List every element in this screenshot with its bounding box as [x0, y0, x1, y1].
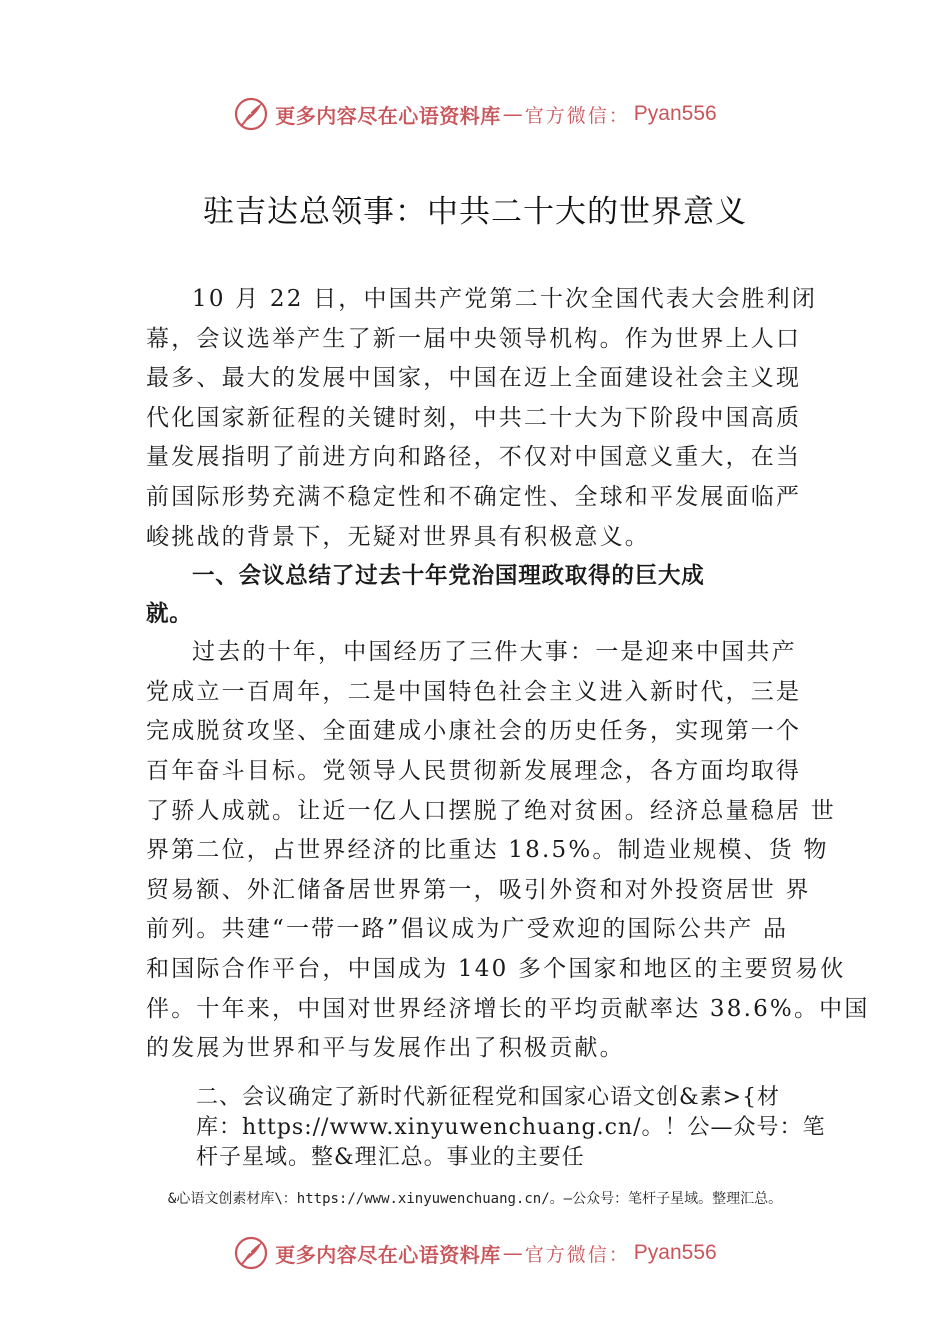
page-title: 驻吉达总领事：中共二十大的世界意义 — [203, 194, 747, 230]
header-watermark — [0, 94, 950, 134]
paragraph-line: 峻挑战的背景下，无疑对世界具有积极意义。 — [146, 523, 650, 550]
footer-watermark — [0, 1233, 950, 1273]
watermark-dash: — — [502, 102, 523, 126]
watermark-label: 官方微信： — [524, 104, 630, 127]
watermark-text: 更多内容尽在心语资料库 — [275, 103, 501, 128]
watermark-text: 更多内容尽在心语资料库 — [275, 1242, 501, 1267]
section-two — [196, 1083, 856, 1173]
section-heading: 一、会议总结了过去十年党治国理政取得的巨大成 — [192, 563, 705, 590]
paragraph-line: 过去的十年，中国经历了三件大事：一是迎来中国共产 — [192, 639, 797, 666]
paragraph-line: 伴。十年来，中国对世界经济增长的平均贡献率达 38.6%。中国 — [146, 995, 870, 1022]
paragraph-line: 最多、最大的发展中国家，中国在迈上全面建设社会主义现 — [146, 365, 802, 392]
paragraph-line: 党成立一百周年，二是中国特色社会主义进入新时代，三是 — [146, 678, 802, 705]
quill-logo-icon — [233, 96, 269, 132]
paragraph-line: 代化国家新征程的关键时刻，中共二十大为下阶段中国高质 — [146, 404, 802, 431]
page-footnote: &心语文创素材库\：https://www.xinyuwenchuang.cn/。—公众号：笔杆子星域。整理汇总。 — [167, 1191, 783, 1207]
document-body — [146, 280, 870, 1069]
paragraph-line: 贸易额、外汇储备居世界第一，吸引外资和对外投资居世 界 — [146, 876, 811, 903]
watermark-label: 官方微信： — [524, 1243, 630, 1266]
paragraph-line: 和国际合作平台，中国成为 140 多个国家和地区的主要贸易伙 — [146, 955, 846, 982]
watermark-dash: — — [502, 1241, 523, 1265]
watermark-wechat-id: Pyan556 — [633, 1241, 717, 1264]
paragraph-line: 量发展指明了前进方向和路径，不仅对中国意义重大，在当 — [146, 444, 802, 471]
paragraph-line: 界第二位，占世界经济的比重达 18.5%。制造业规模、货 物 — [146, 837, 829, 864]
paragraph-line: 完成脱贫攻坚、全面建成小康社会的历史任务，实现第一个 — [146, 718, 802, 745]
paragraph-line: 的发展为世界和平与发展作出了积极贡献。 — [146, 1035, 625, 1062]
quill-logo-icon — [233, 1235, 269, 1271]
watermark-wechat-id: Pyan556 — [633, 102, 717, 125]
section-heading-continued: 就。 — [146, 601, 193, 628]
paragraph-line: 前国际形势充满不稳定性和不确定性、全球和平发展面临严 — [146, 483, 802, 510]
section-two-line: 二、会议确定了新时代新征程党和国家心语文创&素>{材 — [196, 1085, 781, 1110]
paragraph-line: 幕，会议选举产生了新一届中央领导机构。作为世界上人口 — [146, 325, 802, 352]
paragraph-line: 百年奋斗目标。党领导人民贯彻新发展理念，各方面均取得 — [146, 757, 802, 784]
paragraph-line: 前列。共建“一带一路”倡议成为广受欢迎的国际公共产 品 — [146, 916, 789, 943]
paragraph-line: 10 月 22 日，中国共产党第二十次全国代表大会胜利闭 — [192, 286, 818, 312]
section-two-line-url: 库：https://www.xinyuwenchuang.cn/。！公—众号：笔 — [196, 1115, 826, 1140]
section-two-line: 杆子星域。整&理汇总。事业的主要任 — [196, 1145, 585, 1170]
paragraph-line: 了骄人成就。让近一亿人口摆脱了绝对贫困。经济总量稳居 世 — [146, 797, 836, 824]
